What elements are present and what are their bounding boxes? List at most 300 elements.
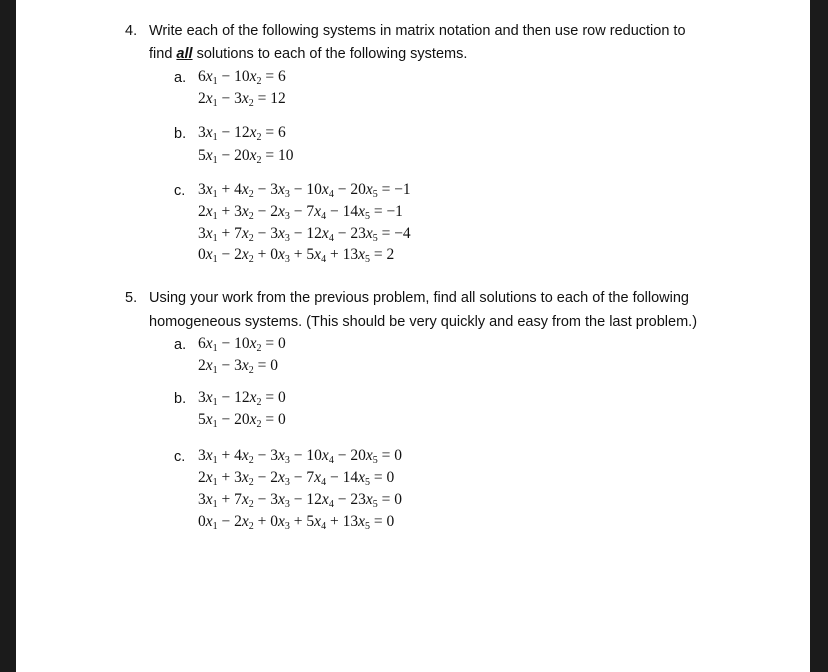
variable: x [205,447,213,464]
coefficient: 2 [234,246,242,263]
equation-term [198,513,218,530]
variable: x [249,68,257,85]
variable: x [365,225,373,242]
variable: x [358,203,365,220]
variable: x [241,357,249,374]
coefficient: 0 [270,513,279,530]
equation [198,447,402,465]
equation-term [306,513,326,530]
operator: − [253,203,271,220]
coefficient: 14 [342,469,359,486]
equation-term [270,447,290,464]
equation-rhs: = 0 [261,389,286,406]
equation-term [306,447,333,464]
subscript: 5 [364,521,370,532]
subscript: 2 [248,189,254,200]
variable: x [365,181,373,198]
operator: + [253,513,271,530]
variable: x [358,513,365,530]
equation-term [234,246,254,263]
variable: x [365,491,373,508]
operator: − [217,147,235,164]
subscript: 4 [321,521,327,532]
coefficient: 3 [270,447,279,464]
variable: x [249,335,257,352]
equation-term [234,203,254,220]
variable: x [314,469,322,486]
variable: x [321,447,329,464]
operator: − [289,181,307,198]
operator: − [217,357,235,374]
variable: x [278,447,285,464]
subscript: 1 [212,343,218,354]
coefficient: 13 [342,246,359,263]
equation-term [350,225,377,242]
operator: − [289,225,307,242]
subscript: 2 [256,132,262,143]
operator: − [217,68,235,85]
equation-term [198,147,218,164]
operator: − [253,181,271,198]
equation-term [198,90,218,107]
variable: x [249,389,257,406]
equation-term [198,68,218,85]
subscript: 2 [248,98,254,109]
subscript: 3 [284,211,290,222]
equation-term [198,469,218,486]
subscript: 1 [212,419,218,430]
operator: − [253,469,271,486]
document-page [16,0,810,672]
subscript: 1 [212,132,218,143]
coefficient: 4 [234,447,242,464]
coefficient: 3 [234,357,242,374]
subscript: 2 [256,76,262,87]
subscript: 4 [328,233,334,244]
equation [198,147,294,165]
coefficient: 12 [306,225,322,242]
variable: x [249,124,257,141]
operator: − [333,491,351,508]
coefficient: 0 [198,246,206,263]
operator: + [326,246,343,263]
equation-term [234,469,254,486]
coefficient: 3 [198,124,206,141]
subscript: 4 [321,254,327,265]
variable: x [278,203,285,220]
equation-term [234,225,254,242]
equation-rhs: = −1 [377,181,411,198]
variable: x [314,203,322,220]
subscript: 3 [284,477,290,488]
variable: x [278,181,285,198]
coefficient: 23 [350,491,366,508]
variable: x [278,246,285,263]
equation-term [234,491,254,508]
variable: x [205,389,213,406]
variable: x [358,469,365,486]
problem-5-number: 5. [125,290,138,306]
equation-term [306,225,333,242]
operator: − [217,335,235,352]
operator: − [289,447,307,464]
subscript: 2 [248,455,254,466]
equation-term [198,203,218,220]
equation-term [234,147,261,164]
operator: + [217,225,235,242]
equation-rhs: = 10 [261,147,294,164]
coefficient: 5 [198,411,206,428]
equation-term [343,513,370,530]
subscript: 1 [212,499,218,510]
coefficient: 7 [306,469,315,486]
coefficient: 2 [198,90,206,107]
coefficient: 0 [198,513,206,530]
operator: + [289,513,307,530]
subscript: 2 [248,233,254,244]
operator: − [217,124,235,141]
subscript: 2 [248,521,254,532]
equation-term [234,513,254,530]
equation-rhs: = −1 [369,203,403,220]
variable: x [365,447,373,464]
subscript: 2 [248,499,254,510]
variable: x [205,225,213,242]
equation-term [343,246,370,263]
equation [198,181,411,199]
variable: x [205,469,213,486]
coefficient: 3 [198,491,206,508]
problem-4-part-b-label: b. [174,126,187,142]
equation-rhs: = 0 [261,335,286,352]
variable: x [278,513,285,530]
variable: x [205,335,213,352]
subscript: 4 [321,211,327,222]
variable: x [241,491,249,508]
variable: x [241,447,249,464]
coefficient: 2 [198,357,206,374]
operator: − [253,491,271,508]
equation-term [198,181,218,198]
equation [198,491,402,509]
subscript: 1 [212,254,218,265]
equation [198,124,286,142]
subscript: 5 [372,189,378,200]
subscript: 2 [256,155,262,166]
equation [198,411,286,429]
equation-term [270,246,290,263]
coefficient: 2 [270,203,279,220]
variable: x [278,491,285,508]
subscript: 1 [212,233,218,244]
subscript: 5 [372,233,378,244]
coefficient: 0 [270,246,279,263]
variable: x [314,513,322,530]
equation-term [343,203,370,220]
coefficient: 2 [234,513,242,530]
subscript: 1 [212,211,218,222]
variable: x [241,513,249,530]
equation-term [198,335,218,352]
coefficient: 2 [198,203,206,220]
subscript: 2 [248,365,254,376]
coefficient: 3 [270,181,279,198]
operator: + [217,203,235,220]
coefficient: 7 [234,225,242,242]
variable: x [278,469,285,486]
equation-term [198,447,218,464]
coefficient: 12 [234,124,250,141]
equation-term [234,357,254,374]
operator: + [217,447,235,464]
equation-term [350,181,377,198]
equation-term [270,181,290,198]
coefficient: 10 [234,68,250,85]
operator: + [253,246,271,263]
operator: + [326,513,343,530]
equation-rhs: = 0 [377,491,402,508]
equation-term [234,90,254,107]
subscript: 3 [284,499,290,510]
operator: − [217,389,235,406]
subscript: 1 [212,155,218,166]
coefficient: 3 [270,491,279,508]
equation-rhs: = 2 [369,246,395,263]
operator: − [253,447,271,464]
subscript: 5 [364,211,370,222]
variable: x [205,147,213,164]
operator: − [289,469,307,486]
coefficient: 3 [234,90,242,107]
problem-4-instruction-line1: Write each of the following systems in matrix notation and then use row reduction to [149,23,686,39]
coefficient: 4 [234,181,242,198]
coefficient: 3 [234,469,242,486]
operator: − [333,181,351,198]
coefficient: 7 [306,203,315,220]
coefficient: 10 [306,181,322,198]
variable: x [205,203,213,220]
subscript: 4 [328,499,334,510]
coefficient: 6 [198,335,206,352]
operator: − [217,90,235,107]
operator: + [289,246,307,263]
subscript: 2 [248,211,254,222]
subscript: 2 [256,419,262,430]
equation [198,469,394,487]
equation-term [350,447,377,464]
subscript: 5 [364,477,370,488]
operator: − [326,469,343,486]
equation-term [270,225,290,242]
subscript: 1 [212,521,218,532]
problem-4-part-c-label: c. [174,183,186,199]
equation-rhs: = 0 [377,447,402,464]
equation-term [234,335,261,352]
equation-term [306,491,333,508]
equation-rhs: = 12 [253,90,286,107]
coefficient: 5 [306,513,315,530]
coefficient: 13 [342,513,359,530]
operator: − [333,225,351,242]
operator: + [217,469,235,486]
operator: − [333,447,351,464]
subscript: 3 [284,254,290,265]
equation-term [234,124,261,141]
subscript: 1 [212,98,218,109]
subscript: 1 [212,455,218,466]
equation-term [234,181,254,198]
coefficient: 5 [198,147,206,164]
equation-term [306,203,326,220]
equation [198,90,286,108]
coefficient: 7 [234,491,242,508]
subscript: 4 [328,455,334,466]
subscript: 1 [212,397,218,408]
coefficient: 3 [198,225,206,242]
problem-5-part-c-label: c. [174,449,186,465]
equation-term [306,469,326,486]
variable: x [241,469,249,486]
equation [198,335,286,353]
equation-rhs: = 0 [261,411,286,428]
coefficient: 10 [306,447,322,464]
problem-4-number: 4. [125,23,138,39]
variable: x [205,513,213,530]
equation-term [270,513,290,530]
subscript: 5 [372,499,378,510]
variable: x [205,246,213,263]
problem-5-part-a-label: a. [174,337,187,353]
coefficient: 2 [270,469,279,486]
operator: − [217,513,235,530]
equation [198,246,394,264]
variable: x [278,225,285,242]
coefficient: 3 [198,447,206,464]
operator: + [217,181,235,198]
equation-rhs: = 0 [253,357,279,374]
equation-term [270,491,290,508]
coefficient: 20 [234,411,250,428]
coefficient: 3 [270,225,279,242]
equation-term [234,411,261,428]
equation-rhs: = 0 [369,469,395,486]
coefficient: 12 [234,389,250,406]
equation-rhs: = −4 [377,225,411,242]
coefficient: 2 [198,469,206,486]
variable: x [314,246,322,263]
coefficient: 20 [234,147,250,164]
equation-rhs: = 0 [369,513,395,530]
subscript: 2 [248,477,254,488]
problem-4-line2-post: solutions to each of the following systems. [192,46,468,62]
variable: x [205,357,213,374]
coefficient: 23 [350,225,366,242]
subscript: 5 [372,455,378,466]
problem-5-part-b-label: b. [174,391,187,407]
equation-term [198,389,218,406]
variable: x [205,90,213,107]
variable: x [241,225,249,242]
subscript: 2 [248,254,254,265]
operator: − [326,203,343,220]
equation-term [198,124,218,141]
coefficient: 3 [198,389,206,406]
problem-4-part-a-label: a. [174,70,187,86]
equation [198,225,411,243]
variable: x [321,225,329,242]
equation-term [306,246,326,263]
equation-term [343,469,370,486]
subscript: 3 [284,233,290,244]
variable: x [321,491,329,508]
equation-rhs: = 6 [261,68,286,85]
variable: x [241,203,249,220]
variable: x [321,181,329,198]
subscript: 1 [212,477,218,488]
coefficient: 12 [306,491,322,508]
equation-term [234,68,261,85]
equation-term [198,225,218,242]
problem-5-instruction-line2: homogeneous systems. (This should be very quickly and easy from the last problem.) [149,314,698,330]
coefficient: 14 [342,203,359,220]
equation-term [306,181,333,198]
coefficient: 20 [350,447,366,464]
variable: x [241,181,249,198]
subscript: 3 [284,455,290,466]
coefficient: 10 [234,335,250,352]
operator: + [217,491,235,508]
operator: − [217,246,235,263]
coefficient: 3 [198,181,206,198]
equation-rhs: = 6 [261,124,286,141]
equation-term [350,491,377,508]
equation-term [198,246,218,263]
variable: x [358,246,365,263]
emphasis-all: all [176,46,193,62]
problem-4-line2-pre: find [149,46,177,62]
variable: x [205,491,213,508]
operator: − [289,203,307,220]
subscript: 3 [284,521,290,532]
operator: − [289,491,307,508]
equation-term [234,447,254,464]
coefficient: 20 [350,181,366,198]
coefficient: 6 [198,68,206,85]
equation [198,513,394,531]
variable: x [205,124,213,141]
equation [198,357,278,375]
variable: x [241,246,249,263]
subscript: 1 [212,76,218,87]
subscript: 2 [256,397,262,408]
equation [198,203,403,221]
operator: − [253,225,271,242]
equation-term [234,389,261,406]
equation-term [270,469,290,486]
equation [198,389,286,407]
variable: x [205,68,213,85]
coefficient: 5 [306,246,315,263]
subscript: 1 [212,365,218,376]
subscript: 2 [256,343,262,354]
equation-term [198,357,218,374]
equation-term [198,491,218,508]
subscript: 5 [364,254,370,265]
subscript: 1 [212,189,218,200]
subscript: 4 [321,477,327,488]
variable: x [249,411,257,428]
equation-term [270,203,290,220]
